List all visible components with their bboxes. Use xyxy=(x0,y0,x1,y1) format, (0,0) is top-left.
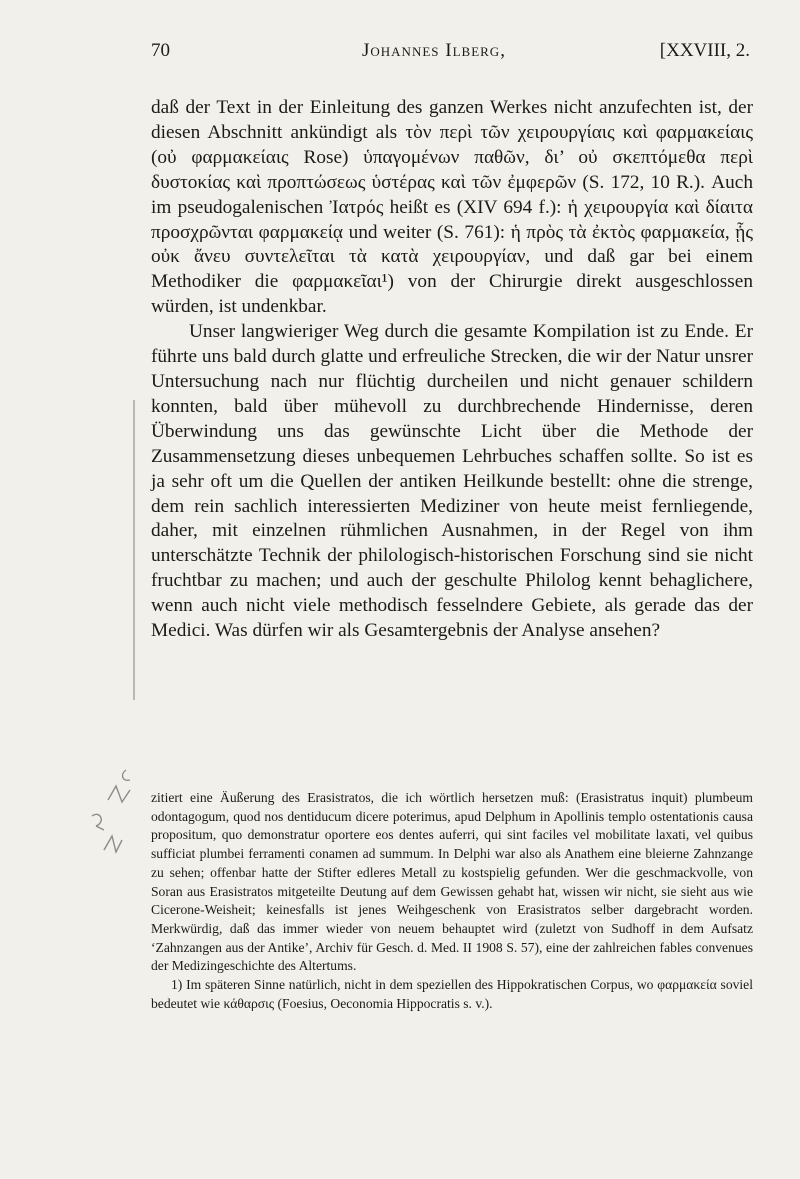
volume-signature: [XXVIII, 2. xyxy=(659,40,750,61)
footnotes xyxy=(151,789,753,1013)
running-header xyxy=(151,40,750,70)
paragraph-1: daß der Text in der Einleitung des ganzen Werkes nicht anzufechten ist, der diesen Abschnitt ankündigt als τὸν περὶ τῶν χειρουργίαις καὶ φαρμακείαις (οὐ φαρμακείαις Rose) ὑπαγομένων παθῶν, δι’ οὐ σκεπτόμεθα περὶ δυστοκίας καὶ προπτώσεως ὑστέρας καὶ τῶν ἐμφερῶν (S. 172, 10 R.). Auch im pseudogalenischen Ἰατρός heißt es (XIV 694 f.): ἡ χειρουργία καὶ δίαιτα προσχρῶνται φαρμακείᾳ und weiter (S. 761): ἡ πρὸς τὰ ἐκτὸς φαρμακεία, ᾗς οὐκ ἄνευ συντελεῖται τὰ κατὰ χειρουργίαν, und daß gar bei einem Methodiker die φαρμακεῖαι¹) von der Chirurgie direkt ausgeschlossen würden, ist undenkbar. xyxy=(151,97,753,318)
pencil-scribble-icon xyxy=(86,760,146,865)
footnote-continuation: zitiert eine Äußerung des Erasistratos, die ich wörtlich hersetzen muß: (Erasistratus inquit) plumbeum odontagogum, quod nos dentiducum dicere poterimus, apud Delphum in Apollinis templo ostentationis causa propositum, quo demonstratur oportere eos dentes auferri, qui sint faciles vel mobilitate laxati, vel quibus sufficiat plumbei ferramenti conamen ad summum. In Delphi war also als Anathem eine bleierne Zahnzange zu sehen; offenbar hatte der Stifter edleres Metall zu kostspielig gefunden. Wer die geschmackvolle, von Soran aus Erasistratos mitgeteilte Deutung auf dem Gewissen gehabt hat, wissen wir nicht, sie sieht aus wie Cicerone-Weisheit; keinesfalls ist jenes Weihgeschenk von Erasistratos selber dargebracht worden. Merkwürdig, daß das immer wieder von neuem behauptet wird (zuletzt von Sudhoff in dem Aufsatz ‘Zahnzangen aus der Antike’, Archiv für Gesch. d. Med. II 1908 S. 57), eine der zahlreichen fables convenues der Medizingeschichte des Altertums. xyxy=(151,790,753,974)
footnote-1: 1) Im späteren Sinne natürlich, nicht in dem speziellen des Hippokratischen Corpus, wo φαρμακεία soviel bedeutet wie κάθαρσις (Foesius, Oeconomia Hippocratis s. v.). xyxy=(151,977,753,1011)
paragraph-2: Unser langwieriger Weg durch die gesamte Kompilation ist zu Ende. Er führte uns bald durch glatte und erfreuliche Strecken, die wir der Natur unsrer Untersuchung nach nur flüchtig durcheilen und nicht genauer schildern konnten, bald über mühevoll zu durchbrechende Hindernisse, deren Überwindung uns das gewünschte Licht über die Methode der Zusammensetzung dieses unbequemen Lehrbuches schaffen sollte. So ist es ja sehr oft um die Quellen der antiken Heilkunde bestellt: ohne die strenge, dem rein sachlich interessierten Mediziner von heute meist fernliegende, daher, mit einzelnen rühmlichen Ausnahmen, in der Regel von ihm unterschätzte Technik der philologisch-historischen Forschung sind sie nicht fruchtbar zu machen; und auch der geschulte Philolog kennt behaglichere, wenn auch nicht viele methodisch fesselndere Gebiete, als gerade das der Medici. Was dürfen wir als Gesamtergebnis der Analyse ansehen? xyxy=(151,321,753,642)
main-text xyxy=(151,96,753,644)
page-number: 70 xyxy=(151,40,170,61)
running-title: Johannes Ilberg, xyxy=(362,40,506,61)
margin-pencil-line xyxy=(133,400,135,700)
